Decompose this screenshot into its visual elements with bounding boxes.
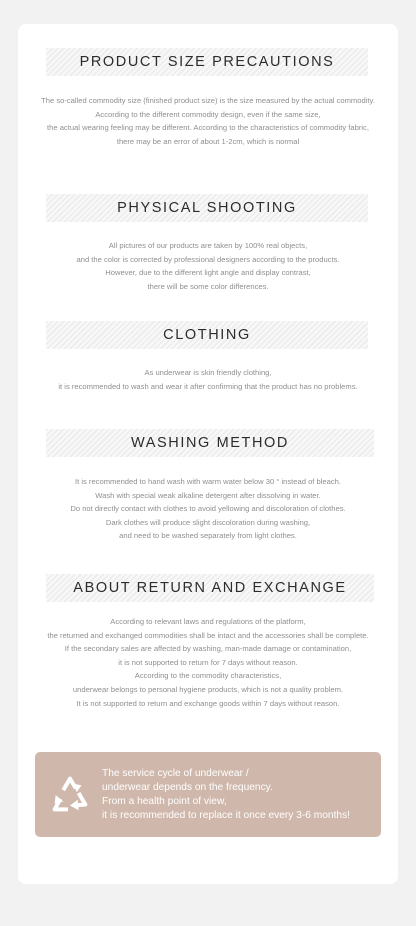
notice-line: it is recommended to replace it once every 3-6 months! [102,810,351,821]
section-body [18,239,398,293]
body-line: the actual wearing feeling may be different. According to the characteristics of commodity fabric, [47,123,369,133]
section-title: CLOTHING [163,327,251,343]
body-line: Do not directly contact with clothes to avoid yellowing and discoloration of clothes. [70,504,346,514]
body-line: there will be some color differences. [147,281,269,291]
section-title-banner [46,574,374,602]
body-line: there may be an error of about 1-2cm, which is normal [116,136,300,146]
section-body [18,615,398,710]
section-body [18,94,398,148]
section-body [18,475,398,543]
body-line: and the color is corrected by professional designers according to the products. [76,254,340,264]
body-line: According to the different commodity design, even if the same size, [95,109,321,119]
recycle-icon [47,771,93,817]
section-title-banner [46,429,374,457]
notice-line: underwear depends on the frequency. [102,782,273,793]
body-line: Dark clothes will produce slight discoloration during washing, [105,517,311,527]
body-line: The so-called commodity size (finished product size) is the size measured by the actual commodity. [41,96,375,105]
section-title-banner [46,48,368,76]
replacement-notice-box [35,752,381,837]
body-line: the returned and exchanged commodities shall be intact and the accessories shall be complete. [47,630,369,640]
body-line: underwear belongs to personal hygiene products, which is not a quality problem. [72,684,344,694]
notice-line: The service cycle of underwear / [102,768,249,779]
body-line: Wash with special weak alkaline detergent after dissolving in water. [95,490,321,500]
body-line: It is recommended to hand wash with warm water below 30 ° instead of bleach. [75,477,341,486]
section-title-banner [46,321,368,349]
section-title: PHYSICAL SHOOTING [117,200,297,216]
notice-line: From a health point of view, [102,796,227,807]
notice-text [102,767,350,823]
section-title: PRODUCT SIZE PRECAUTIONS [79,54,335,70]
body-line: If the secondary sales are affected by washing, man-made damage or contamination, [64,644,352,654]
section-title: WASHING METHOD [131,435,289,451]
body-line: However, due to the different light angle and display contrast, [105,268,311,278]
body-line: According to the commodity characteristics, [134,671,282,681]
body-line: and need to be washed separately from light clothes. [119,531,297,541]
product-info-card [18,24,398,884]
body-line: According to relevant laws and regulations of the platform, [110,617,306,626]
body-line: All pictures of our products are taken by 100% real objects, [108,241,308,250]
section-body [18,366,398,393]
body-line: As underwear is skin friendly clothing, [144,368,272,377]
body-line: it is not supported to return for 7 days without reason. [118,657,298,667]
section-title: ABOUT RETURN AND EXCHANGE [73,580,347,596]
section-title-banner [46,194,368,222]
body-line: it is recommended to wash and wear it after confirming that the product has no problems. [58,381,358,391]
body-line: It is not supported to return and exchange goods within 7 days without reason. [76,698,340,708]
